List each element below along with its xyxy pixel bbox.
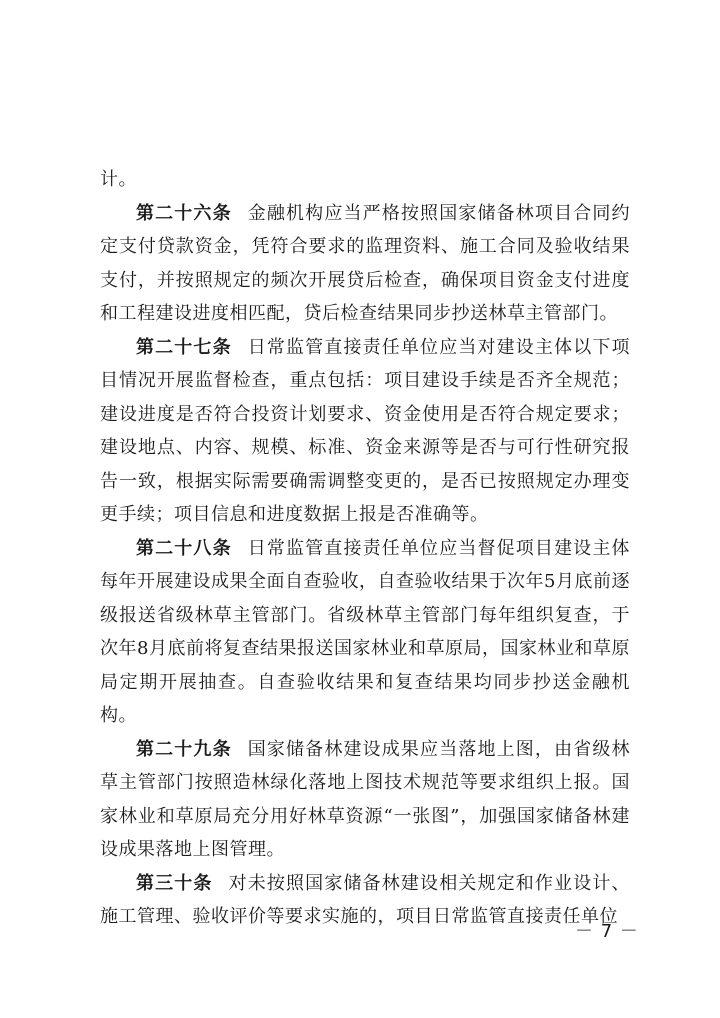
page-number: － 7 － bbox=[575, 921, 639, 942]
article-26 bbox=[100, 197, 630, 331]
article-27 bbox=[100, 331, 630, 532]
continuation-paragraph bbox=[100, 163, 630, 197]
article-28 bbox=[100, 532, 630, 733]
continuation-text: 计。 bbox=[100, 169, 137, 190]
article-number: 第二十六条 bbox=[136, 202, 232, 224]
article-number: 第二十七条 bbox=[136, 336, 232, 358]
article-text: 金融机构应当严格按照国家储备林项目合同约定支付贷款资金，凭符合要求的监理资料、施工合同及验收结果支付，并按照规定的频次开展贷后检查，确保项目资金支付进度和工程建设进度相匹配，贷后检查结果同步抄送林草主管部门。 bbox=[100, 202, 631, 324]
article-text: 日常监管直接责任单位应当对建设主体以下项目情况开展监督检查，重点包括：项目建设手续是否齐全规范；建设进度是否符合投资计划要求、资金使用是否符合规定要求；建设地点、内容、规模、标准、资金来源等是否与可行性研究报告一致，根据实际需要确需调整变更的，是否已按照规定办理变更手续；项目信息和进度数据上报是否准确等。 bbox=[100, 336, 631, 525]
article-number: 第二十九条 bbox=[136, 738, 232, 760]
article-text: 对未按照国家储备林建设相关规定和作业设计、施工管理、验收评价等要求实施的，项目日常监管直接责任单位 bbox=[100, 872, 631, 927]
article-text: 国家储备林建设成果应当落地上图，由省级林草主管部门按照造林绿化落地上图技术规范等要求组织上报。国家林业和草原局充分用好林草资源“一张图”，加强国家储备林建设成果落地上图管理。 bbox=[100, 738, 631, 860]
article-number: 第三十条 bbox=[136, 872, 213, 894]
article-text: 日常监管直接责任单位应当督促项目建设主体每年开展建设成果全面自查验收，自查验收结果于次年5月底前逐级报送省级林草主管部门。省级林草主管部门每年组织复查，于次年8月底前将复查结果报送国家林业和草原局，国家林业和草原局定期开展抽查。自查验收结果和复查结果均同步抄送金融机构。 bbox=[100, 537, 631, 726]
article-number: 第二十八条 bbox=[136, 537, 232, 559]
document-body bbox=[100, 163, 630, 934]
article-30 bbox=[100, 867, 630, 934]
article-29 bbox=[100, 733, 630, 867]
